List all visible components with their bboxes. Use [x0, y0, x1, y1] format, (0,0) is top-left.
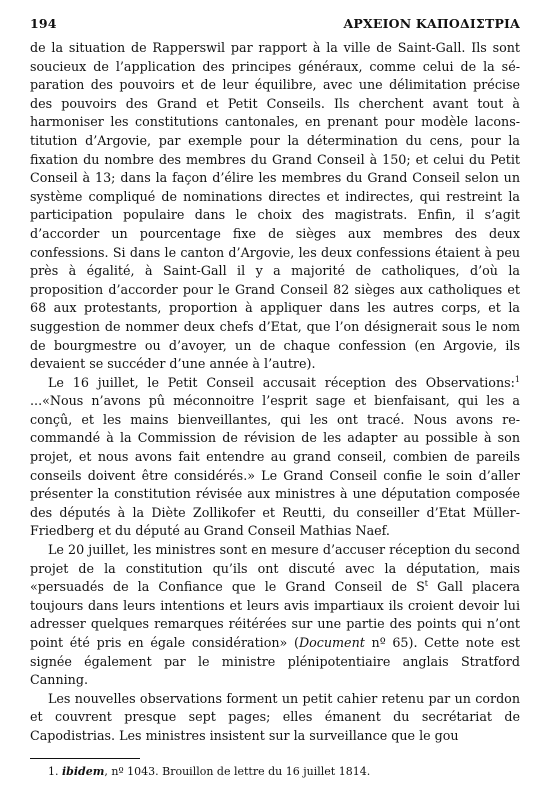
footnote-number: 1. — [48, 764, 59, 778]
footnote-1 — [30, 765, 520, 779]
paragraph-1: de la situation de Rapperswil par rapport à la ville de Saint-Gall. Ils sont soucieux de l’application des principes généraux, comme celui de la séparation des pouvoirs et de leur équilibre, avec une délimitation précise des pouvoirs des Grand et Petit Conseils. Ils cherchent avant tout à harmoniser les constitutions cantonales, en prenant pour modèle laconstitution d’Argovie, par exemple pour la détermination du cens, pour la fixation du nombre des membres du Grand Conseil à 150; et celui du Petit Conseil à 13; dans la façon d’élire les membres du Grand Conseil selon un système compliqué de nominations directes et indirectes, qui restreint la participation populaire dans le choix des magistrats. Enfin, il s’agit d’accorder un pourcentage fixe de sièges aux membres des deux confessions. Si dans le canton d’Argovie, les deux confessions étaient à peu près à égalité, à Saint-Gall il y a majorité de catholiques, d’où la proposition d’accorder pour le Grand Conseil 82 sièges aux catholiques et 68 aux protestants, proportion à appliquer dans les autres corps, et la suggestion de nommer deux chefs d’Etat, que l’on désignerait sous le nom de bourgmestre ou d’avoyer, un de chaque confession (en Argovie, ils devaient se succéder d’une année à l’autre). — [30, 40, 520, 372]
paragraph-2-rest: ...«Nous n’avons pû méconnoitre l’esprit sage et bienfaisant, qui les a conçû, et les mains bienveillantes, qui les ont tracé. Nous avons recommandé à la Commission de révision de les adapter au possible à son projet, et nous avons fait entendre au grand conseil, combien de pareils conseils doivent être considérés.» Le Grand Conseil confie le soin d’aller présenter la constitution révisée aux ministres à une députation composée des députés à la Diète Zollikofer et Reutti, du conseiller d’Etat Müller-Friedberg et du député au Grand Conseil Mathias Naef. — [30, 393, 520, 539]
footnote-ibidem: ibidem — [62, 764, 105, 778]
document-page — [30, 16, 520, 779]
paragraph-3-lead: Le 20 juillet, les ministres sont en mesure d’accuser réception du second projet de la constitution qu’ils ont discuté avec la députation, mais «persuadés de la Confiance que le Grand Conseil de S — [30, 542, 520, 595]
paragraph-3-mid: Gall placera toujours dans leurs intentions et leurs avis impartiaux ils croient devoir lui adresser quelques remarques réitérées sur une partie des points qui n’ont point été pris en égale considération» ( — [30, 579, 520, 650]
footnote-ref-1: 1 — [514, 374, 520, 384]
document-ref: Document — [298, 635, 365, 650]
footnote-divider — [30, 758, 140, 759]
paragraph-4: Les nouvelles observations forment un petit cahier retenu par un cordon et couvrent presque sept pages; elles émanent du secrétariat de Capodistrias. Les ministres insistent sur la surveillance que le gou — [30, 690, 520, 743]
running-header — [30, 16, 520, 31]
paragraph-2-lead: Le 16 juillet, le Petit Conseil accusait réception des Observations: — [48, 374, 515, 390]
page-number: 194 — [30, 16, 57, 31]
running-title: ΑΡΧΕΙΟΝ ΚΑΠΟΔΙΣΤΡΙΑ — [343, 16, 520, 31]
body-text — [30, 39, 520, 746]
paragraph-2 — [30, 374, 520, 541]
saint-abbrev-sup: t — [424, 579, 428, 589]
paragraph-3 — [30, 541, 520, 690]
footnote-text: , nº 1043. Brouillon de lettre du 16 juillet 1814. — [104, 764, 371, 778]
paragraph-3-rest: nº 65). Cette note est signée également par le ministre plénipotentiaire anglais Stratford Canning. — [30, 635, 520, 688]
